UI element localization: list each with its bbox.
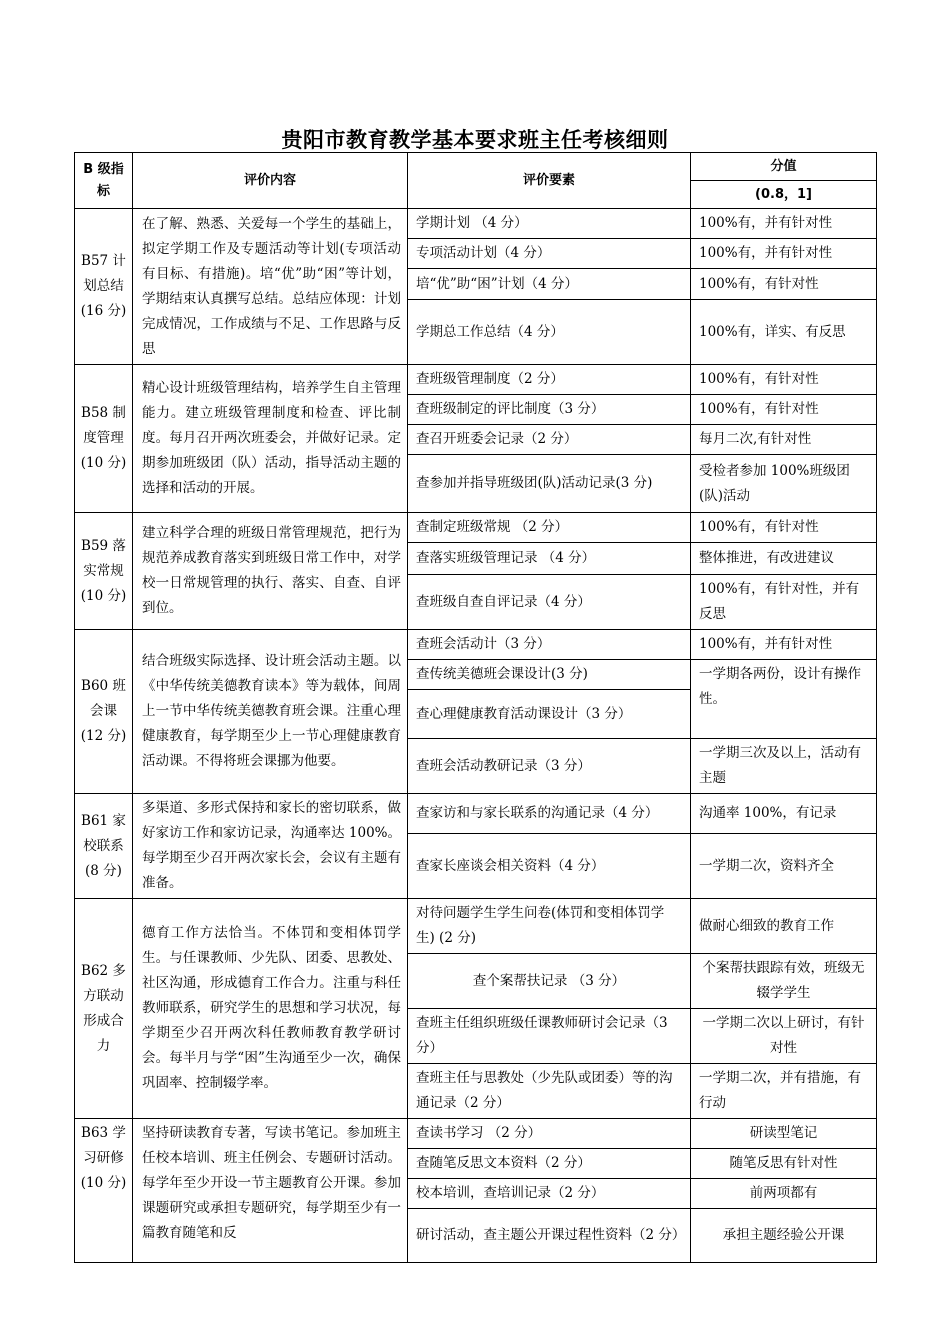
score-cell: 一学期二次以上研讨，有针对性	[691, 1009, 877, 1064]
score-cell: 一学期二次，并有措施，有行动	[691, 1064, 877, 1119]
requirement-cell: 对待问题学生学生问卷(体罚和变相体罚学生) (2 分)	[408, 899, 691, 954]
requirement-cell: 学期计划 （4 分）	[408, 209, 691, 239]
score-cell: 研读型笔记	[691, 1119, 877, 1149]
requirement-cell: 查参加并指导班级团(队)活动记录(3 分)	[408, 455, 691, 513]
b-level-cell: B62 多方联动形成合力	[75, 899, 133, 1119]
score-cell: 前两项都有	[691, 1179, 877, 1209]
requirement-cell: 查家长座谈会相关资料（4 分）	[408, 834, 691, 899]
b-level-cell: B61 家校联系 (8 分)	[75, 794, 133, 899]
table-row	[75, 899, 877, 954]
score-cell: 整体推进，有改进建议	[691, 543, 877, 575]
requirement-cell: 查落实班级管理记录 （4 分）	[408, 543, 691, 575]
score-cell: 做耐心细致的教育工作	[691, 899, 877, 954]
score-cell: 100%有，并有针对性	[691, 630, 877, 660]
table-row	[75, 794, 877, 834]
score-cell: 100%有，并有针对性	[691, 239, 877, 269]
score-cell: 100%有，有针对性	[691, 269, 877, 300]
requirement-cell: 查班级制定的评比制度（3 分）	[408, 395, 691, 425]
score-cell: 个案帮扶跟踪有效，班级无辍学学生	[691, 954, 877, 1009]
content-cell: 坚持研读教育专著，写读书笔记。参加班主任校本培训、班主任例会、专题研讨活动。每学年至少开设一节主题教育公开课。参加课题研究或承担专题研究，每学期至少有一篇教育随笔和反	[133, 1119, 408, 1263]
score-cell: 一学期各两份，设计有操作性。	[691, 660, 877, 739]
requirement-cell: 查心理健康教育活动课设计（3 分）	[408, 690, 691, 739]
requirement-cell: 查随笔反思文本资料（2 分）	[408, 1149, 691, 1179]
assessment-table	[74, 152, 877, 1263]
requirement-cell: 查班主任组织班级任课教师研讨会记录（3 分）	[408, 1009, 691, 1064]
score-cell: 受检者参加 100%班级团(队)活动	[691, 455, 877, 513]
score-cell: 一学期二次，资料齐全	[691, 834, 877, 899]
header-elements: 评价要素	[408, 153, 691, 209]
requirement-cell: 校本培训，查培训记录（2 分）	[408, 1179, 691, 1209]
score-cell: 每月二次,有针对性	[691, 425, 877, 455]
score-cell: 100%有，并有针对性	[691, 209, 877, 239]
requirement-cell: 查传统美德班会课设计(3 分)	[408, 660, 691, 690]
requirement-cell: 查班级管理制度（2 分）	[408, 365, 691, 395]
requirement-cell: 查制定班级常规 （2 分）	[408, 513, 691, 543]
score-cell: 100%有，有针对性	[691, 513, 877, 543]
table-row	[75, 1119, 877, 1149]
page-title: 贵阳市教育教学基本要求班主任考核细则	[281, 128, 669, 152]
requirement-cell: 查读书学习 （2 分）	[408, 1119, 691, 1149]
content-cell: 建立科学合理的班级日常管理规范，把行为规范养成教育落实到班级日常工作中，对学校一日常规管理的执行、落实、自查、自评到位。	[133, 513, 408, 630]
b-level-cell: B58 制度管理 (10 分)	[75, 365, 133, 513]
header-content: 评价内容	[133, 153, 408, 209]
requirement-cell: 研讨活动，查主题公开课过程性资料（2 分）	[408, 1209, 691, 1263]
score-cell: 100%有，有针对性	[691, 365, 877, 395]
score-cell: 随笔反思有针对性	[691, 1149, 877, 1179]
requirement-cell: 查召开班委会记录（2 分）	[408, 425, 691, 455]
b-level-cell: B63 学习研修 (10 分)	[75, 1119, 133, 1263]
requirement-cell: 专项活动计划（4 分）	[408, 239, 691, 269]
table-row	[75, 365, 877, 395]
table-row	[75, 209, 877, 239]
header-b-level: B 级指标	[75, 153, 133, 209]
table-row	[75, 513, 877, 543]
score-cell: 100%有，详实、有反思	[691, 300, 877, 365]
content-cell: 结合班级实际选择、设计班会活动主题。以《中华传统美德教育读本》等为载体，间周上一节中华传统美德教育班会课。注重心理健康教育，每学期至少上一节心理健康教育活动课。不得将班会课挪为他要。	[133, 630, 408, 794]
content-cell: 德育工作方法恰当。不体罚和变相体罚学生。与任课教师、少先队、团委、思教处、社区沟通，形成德育工作合力。注重与科任教师联系，研究学生的思想和学习状况，每学期至少召开两次科任教师教育教学研讨会。每半月与学“困”生沟通至少一次，确保巩固率、控制辍学率。	[133, 899, 408, 1119]
score-cell: 100%有，有针对性，并有反思	[691, 575, 877, 630]
content-cell: 精心设计班级管理结构，培养学生自主管理能力。建立班级管理制度和检查、评比制度。每月召开两次班委会，并做好记录。定期参加班级团（队）活动，指导活动主题的选择和活动的开展。	[133, 365, 408, 513]
requirement-cell: 查班主任与思教处（少先队或团委）等的沟通记录（2 分）	[408, 1064, 691, 1119]
content-cell: 在了解、熟悉、关爱每一个学生的基础上，拟定学期工作及专题活动等计划(专项活动有目标、有措施)。培“优”助“困”等计划，学期结束认真撰写总结。总结应体现：计划完成情况，工作成绩与不足、工作思路与反思	[133, 209, 408, 365]
score-cell: 承担主题经验公开课	[691, 1209, 877, 1263]
score-cell: 一学期三次及以上，活动有主题	[691, 739, 877, 794]
requirement-cell: 查班会活动教研记录（3 分）	[408, 739, 691, 794]
score-cell: 沟通率 100%，有记录	[691, 794, 877, 834]
requirement-cell: 查家访和与家长联系的沟通记录（4 分）	[408, 794, 691, 834]
header-score-range: (0.8，1]	[691, 181, 877, 209]
requirement-cell: 学期总工作总结（4 分）	[408, 300, 691, 365]
content-cell: 多渠道、多形式保持和家长的密切联系，做好家访工作和家访记录，沟通率达 100%。每学期至少召开两次家长会，会议有主题有准备。	[133, 794, 408, 899]
header-score: 分值	[691, 153, 877, 181]
header-row	[75, 153, 877, 181]
score-cell: 100%有，有针对性	[691, 395, 877, 425]
requirement-cell: 查班级自查自评记录（4 分）	[408, 575, 691, 630]
b-level-cell: B59 落实常规 (10 分)	[75, 513, 133, 630]
requirement-cell: 培“优”助“困”计划（4 分）	[408, 269, 691, 300]
b-level-cell: B60 班会课 (12 分)	[75, 630, 133, 794]
requirement-cell: 查班会活动计（3 分）	[408, 630, 691, 660]
table-row	[75, 630, 877, 660]
b-level-cell: B57 计划总结 (16 分)	[75, 209, 133, 365]
requirement-cell: 查个案帮扶记录 （3 分）	[408, 954, 691, 1009]
